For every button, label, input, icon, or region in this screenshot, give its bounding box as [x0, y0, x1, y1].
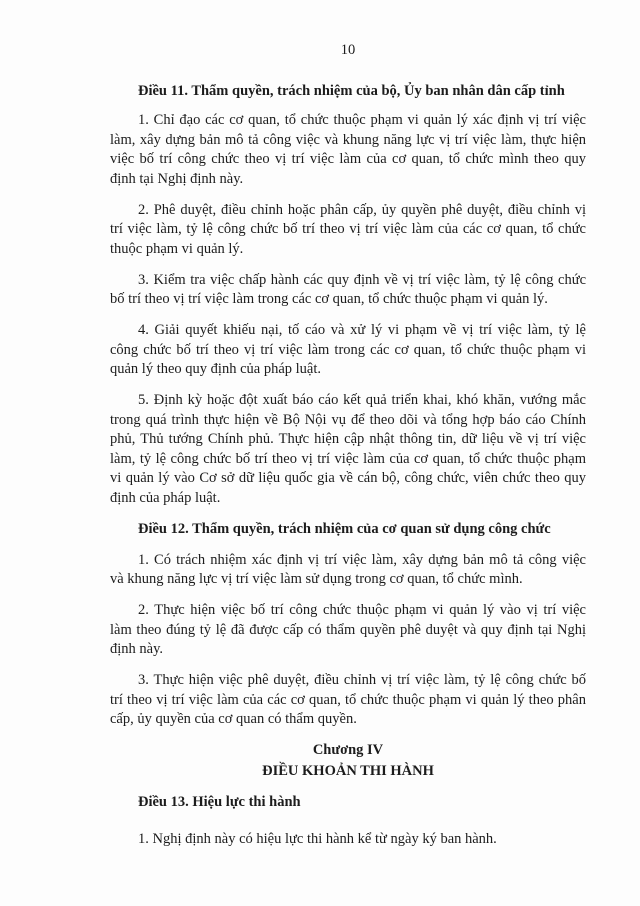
clause-line: định này. [110, 641, 164, 658]
clause-line: và khung năng lực vị trí việc làm sử dụng trong cơ quan, tổ chức mình. [110, 571, 523, 588]
clause-line: bố trí theo vị trí việc làm trong các cơ quan, tổ chức thuộc phạm vi quản lý. [110, 291, 548, 308]
chapter-title: ĐIỀU KHOẢN THI HÀNH [262, 763, 434, 780]
article-11-heading: Điều 11. Thẩm quyền, trách nhiệm của bộ, Ủy ban nhân dân cấp tỉnh [138, 83, 565, 100]
clause-line: làm theo đúng tỷ lệ đã được cấp có thẩm quyền phê duyệt và quy định tại Nghị [110, 621, 586, 638]
article-11-clause-5 [110, 391, 586, 508]
clause-line: 2. Phê duyệt, điều chỉnh hoặc phân cấp, ủy quyền phê duyệt, điều chỉnh vị [138, 201, 586, 218]
clause-line: 1. Có trách nhiệm xác định vị trí việc làm, xây dựng bản mô tả công việc [138, 551, 586, 568]
clause-line: làm, xây dựng bản mô tả công việc và khung năng lực vị trí việc làm, thực hiện [110, 131, 586, 148]
clause-line: 4. Giải quyết khiếu nại, tố cáo và xử lý vi phạm về vị trí việc làm, tỷ lệ [138, 322, 586, 339]
article-11-clause-2 [110, 201, 586, 260]
article-12-heading: Điều 12. Thẩm quyền, trách nhiệm của cơ quan sử dụng công chức [138, 520, 551, 537]
clause-line: định tại Nghị định này. [110, 170, 244, 187]
clause-line: 3. Kiểm tra việc chấp hành các quy định về vị trí việc làm, tỷ lệ công chức [138, 271, 586, 288]
clause-line: 5. Định kỳ hoặc đột xuất báo cáo kết quả triển khai, khó khăn, vướng mắc [138, 392, 586, 409]
article-13-heading: Điều 13. Hiệu lực thi hành [138, 794, 301, 811]
clause-line: trong quá trình thực hiện về Bộ Nội vụ để theo dõi và tổng hợp báo cáo Chính [110, 411, 586, 428]
article-12-clause-1 [110, 551, 586, 590]
clause-line: trí theo vị trí việc làm của các cơ quan, tổ chức thuộc phạm vi quản lý theo phân [110, 691, 586, 708]
clause-line: 1. Nghị định này có hiệu lực thi hành kể từ ngày ký ban hành. [138, 831, 497, 848]
clause-line: 1. Chỉ đạo các cơ quan, tổ chức thuộc phạm vi quản lý xác định vị trí việc [138, 112, 586, 129]
clause-line: phủ, Thủ tướng Chính phủ. Thực hiện cập nhật thông tin, dữ liệu về vị trí việc [110, 431, 586, 448]
chapter-label: Chương IV [312, 742, 384, 759]
clause-line: 3. Thực hiện việc phê duyệt, điều chỉnh vị trí việc làm, tỷ lệ công chức bố [138, 672, 586, 689]
clause-line: việc bố trí công chức theo vị trí việc làm của cơ quan, tổ chức mình theo quy [110, 151, 586, 168]
clause-line: định của pháp luật. [110, 489, 221, 506]
article-11-clause-3 [110, 271, 586, 310]
clause-line: làm, tỷ lệ công chức bố trí theo vị trí việc làm của cơ quan, tổ chức thuộc phạm [110, 450, 586, 467]
clause-line: thuộc phạm vi quản lý. [110, 240, 244, 257]
article-11-clause-4 [110, 321, 586, 380]
clause-line: vi quản lý vào Cơ sở dữ liệu quốc gia về cán bộ, công chức, viên chức theo quy [110, 470, 586, 487]
page-number: 10 [340, 42, 356, 58]
clause-line: cấp, ủy quyền của cơ quan có thẩm quyền. [110, 711, 357, 728]
article-13-clause-1 [110, 830, 586, 850]
clause-line: công chức bố trí theo vị trí việc làm trong các cơ quan, tổ chức thuộc phạm vi [110, 341, 586, 358]
clause-line: trí việc làm, tỷ lệ công chức bố trí theo vị trí việc làm của các cơ quan, tổ chức [110, 221, 586, 238]
article-12-clause-2 [110, 601, 586, 660]
article-12-clause-3 [110, 671, 586, 730]
clause-line: 2. Thực hiện việc bố trí công chức thuộc phạm vi quản lý vào vị trí việc [138, 602, 586, 619]
clause-line: quản lý theo quy định của pháp luật. [110, 361, 322, 378]
article-11-clause-1 [110, 111, 586, 189]
